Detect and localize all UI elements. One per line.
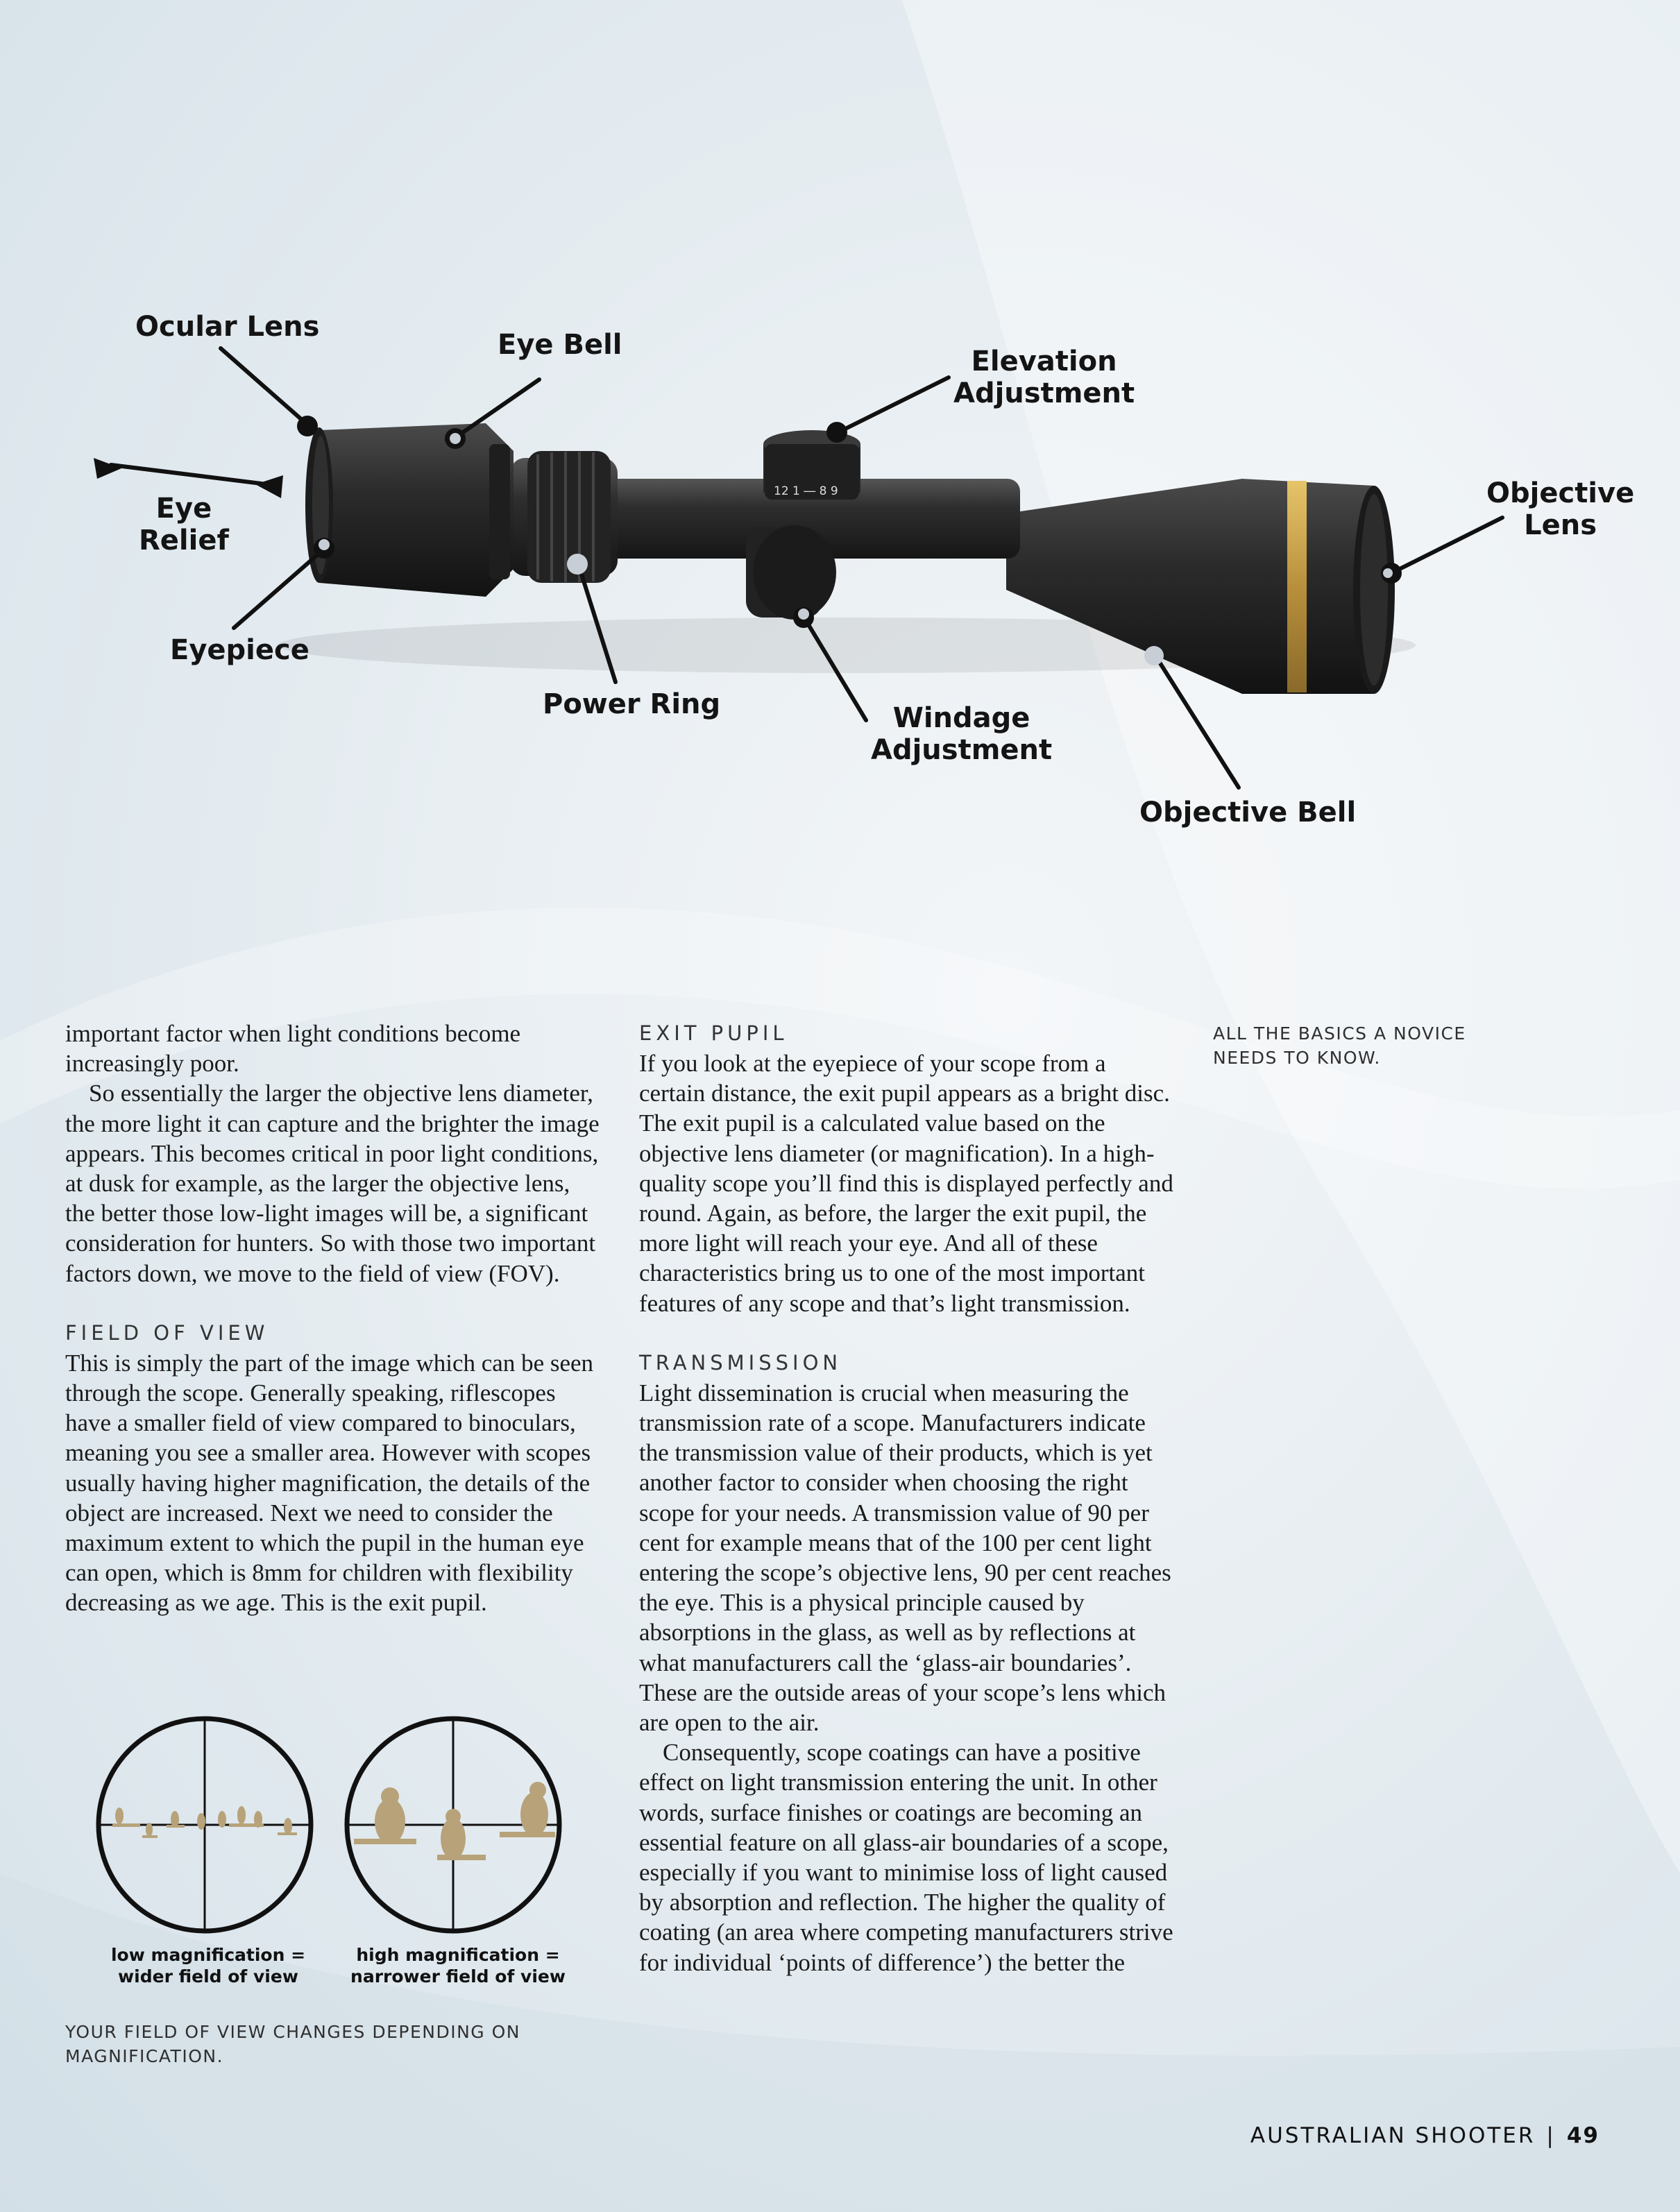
label-elevation-line2: Adjustment: [953, 377, 1135, 409]
col2-paragraph-1: If you look at the eyepiece of your scope from a certain distance, the exit pupil appears as a bright disc. The exit pupil is a calculated value based on the objective lens diameter (or magnification). In a high-quality scope you’ll find this is displayed perfectly and round. Again, as before, the larger the exit pupil, the more light will reach your eye. And all of these characteristics bring us to one of the most important features of any scope and that’s light transmission.: [639, 1050, 1173, 1317]
label-objective-lens-line2: Lens: [1524, 509, 1597, 541]
page-footer: [1250, 2123, 1600, 2148]
label-ocular-lens: Ocular Lens: [135, 311, 320, 343]
power-ring-shape: [510, 451, 618, 583]
fov-caption: YOUR FIELD OF VIEW CHANGES DEPENDING ON MAGNIFICATION.: [65, 2022, 520, 2066]
fov-high-label: [350, 1944, 566, 1987]
magazine-name: AUSTRALIAN SHOOTER: [1250, 2123, 1536, 2148]
page-number: 49: [1566, 2123, 1600, 2148]
power-ring-dot: [567, 554, 588, 575]
label-eye-relief: [139, 493, 229, 556]
high-magnification-reticle: [347, 1719, 559, 1931]
label-elevation-adjustment: [953, 346, 1135, 409]
objective-bell-dot: [1144, 646, 1164, 665]
col2-paragraph-3: Consequently, scope coatings can have a positive effect on light transmission entering the unit. In other words, surface finishes or coatings are becoming an essential feature on all glass-air boundaries of a scope, especially if you want to minimise loss of light caused by absorption and reflection. The higher the quality of coating (an area where competing manufacturers strive for individual ‘points of difference’) the better the: [639, 1739, 1173, 1976]
elevation-turret-shape: [763, 430, 860, 500]
windage-turret-shape: [746, 525, 836, 620]
elevation-dot: [826, 422, 847, 443]
label-windage-line2: Adjustment: [871, 734, 1053, 766]
ocular-lens-dot: [297, 416, 318, 436]
label-eye-relief-line1: Eye: [155, 493, 212, 525]
eye-relief-leader: [111, 465, 267, 484]
eyepiece-leader: [234, 550, 323, 628]
fov-high-label-line2: narrower field of view: [350, 1966, 566, 1986]
fov-low-label-line1: low magnification =: [110, 1945, 306, 1965]
column-2: [639, 1019, 1175, 1977]
label-windage-adjustment: [871, 702, 1052, 766]
eye-bell-leader: [458, 380, 539, 436]
label-eye-relief-line2: Relief: [139, 525, 229, 556]
low-magnification-reticle: [99, 1719, 311, 1931]
heading-field-of-view: FIELD OF VIEW: [65, 1320, 269, 1345]
label-objective-lens-line1: Objective: [1486, 477, 1635, 509]
col1-paragraph-2: So essentially the larger the objective lens diameter, the more light it can capture and the brighter the image appears. This becomes critical in poor light conditions, at dusk for example, as the larger the objective lens, the better those low-light images will be, a significant consideration for hunters. So with those two important factors down, we move to the field of view (FOV).: [65, 1080, 600, 1287]
eye-bell-shape: [305, 423, 514, 597]
label-eye-bell: Eye Bell: [498, 329, 622, 361]
label-power-ring: Power Ring: [543, 688, 721, 720]
svg-text:12 1 ― 8 9: 12 1 ― 8 9: [774, 484, 838, 498]
eye-relief-arrowhead-left: [94, 458, 121, 479]
col2-paragraph-2: Light dissemination is crucial when measuring the transmission rate of a scope. Manufacturers indicate the transmission value of their products, which is yet another factor to consider when choosing the right scope for your needs. A transmission value of 90 per cent for example means that of the 100 per cent light entering the scope’s objective lens, 90 per cent reaches the eye. This is a physical principle caused by absorptions in the glass, as well as by reflections at what manufacturers call the ‘glass-air boundaries’. These are the outside areas of your scope’s lens which are open to the air.: [639, 1379, 1171, 1737]
col1-paragraph-1: important factor when light conditions become increasingly poor.: [65, 1020, 521, 1078]
fov-low-label: [104, 1944, 312, 1987]
label-windage-line1: Windage: [892, 702, 1030, 734]
col1-paragraph-3: This is simply the part of the image which can be seen through the scope. Generally speaking, riflescopes have a smaller field of view compared to binoculars, meaning you see a smaller area. However with scopes usually having higher magnification, the details of the object are increased. Next we need to consider the maximum extent to which the pupil in the human eye can open, which is 8mm for children with flexibility decreasing as we age. This is the exit pupil.: [65, 1349, 594, 1617]
fov-reticle-figure: [90, 1710, 576, 1939]
fov-low-label-line2: wider field of view: [118, 1966, 298, 1986]
label-objective-lens: [1486, 477, 1634, 541]
elevation-leader: [840, 377, 949, 432]
riflescope-diagram: [0, 0, 1680, 902]
heading-exit-pupil: EXIT PUPIL: [639, 1021, 788, 1045]
column-1: [65, 1019, 600, 1618]
eye-relief-arrowhead-right: [255, 475, 283, 498]
label-elevation-line1: Elevation: [971, 346, 1117, 377]
label-eyepiece: Eyepiece: [170, 634, 309, 666]
footer-separator: |: [1546, 2123, 1556, 2148]
sidebar-caption: ALL THE BASICS A NOVICE NEEDS TO KNOW.: [1213, 1023, 1466, 1068]
label-objective-bell: Objective Bell: [1139, 797, 1357, 828]
ocular-lens-leader: [221, 348, 307, 425]
heading-transmission: TRANSMISSION: [639, 1350, 842, 1375]
fov-high-label-line1: high magnification =: [356, 1945, 560, 1965]
